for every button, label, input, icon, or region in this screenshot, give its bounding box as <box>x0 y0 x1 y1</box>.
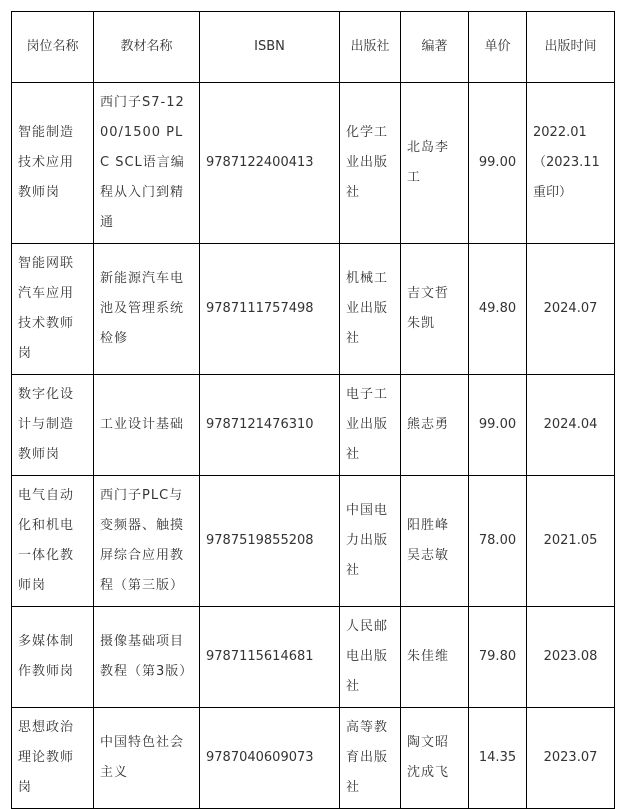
cell-isbn: 9787122400413 <box>200 83 340 244</box>
header-publisher: 出版社 <box>340 12 401 83</box>
cell-isbn: 9787040609073 <box>200 708 340 809</box>
cell-author: 北岛李工 <box>401 83 469 244</box>
header-isbn: ISBN <box>200 12 340 83</box>
cell-textbook: 西门子S7-1200/1500 PLC SCL语言编程从入门到精通 <box>94 83 200 244</box>
cell-price: 49.80 <box>469 244 527 375</box>
header-date: 出版时间 <box>527 12 615 83</box>
cell-date: 2023.08 <box>527 607 615 708</box>
cell-date: 2024.04 <box>527 375 615 476</box>
cell-price: 78.00 <box>469 476 527 607</box>
cell-textbook: 摄像基础项目教程（第3版） <box>94 607 200 708</box>
cell-isbn: 9787111757498 <box>200 244 340 375</box>
table-row <box>12 375 615 476</box>
header-author: 编著 <box>401 12 469 83</box>
table-row <box>12 607 615 708</box>
cell-isbn: 9787115614681 <box>200 607 340 708</box>
cell-position: 多媒体制作教师岗 <box>12 607 94 708</box>
cell-publisher: 中国电力出版社 <box>340 476 401 607</box>
cell-date: 2022.01（2023.11重印） <box>527 83 615 244</box>
table-row <box>12 83 615 244</box>
cell-price: 99.00 <box>469 83 527 244</box>
cell-price: 79.80 <box>469 607 527 708</box>
cell-position: 数字化设计与制造教师岗 <box>12 375 94 476</box>
cell-position: 智能网联汽车应用技术教师岗 <box>12 244 94 375</box>
cell-publisher: 电子工业出版社 <box>340 375 401 476</box>
textbook-table <box>11 11 615 809</box>
cell-publisher: 高等教育出版社 <box>340 708 401 809</box>
header-position: 岗位名称 <box>12 12 94 83</box>
table-row <box>12 244 615 375</box>
cell-publisher: 人民邮电出版社 <box>340 607 401 708</box>
cell-publisher: 机械工业出版社 <box>340 244 401 375</box>
cell-position: 智能制造技术应用教师岗 <box>12 83 94 244</box>
cell-author: 熊志勇 <box>401 375 469 476</box>
cell-author: 朱佳维 <box>401 607 469 708</box>
cell-date: 2023.07 <box>527 708 615 809</box>
cell-isbn: 9787519855208 <box>200 476 340 607</box>
cell-textbook: 中国特色社会主义 <box>94 708 200 809</box>
cell-textbook: 西门子PLC与变频器、触摸屏综合应用教程（第三版） <box>94 476 200 607</box>
cell-position: 思想政治理论教师岗 <box>12 708 94 809</box>
cell-author: 阳胜峰吴志敏 <box>401 476 469 607</box>
cell-textbook: 工业设计基础 <box>94 375 200 476</box>
header-row <box>12 12 615 83</box>
cell-textbook: 新能源汽车电池及管理系统检修 <box>94 244 200 375</box>
table-row <box>12 476 615 607</box>
table-row <box>12 708 615 809</box>
cell-position: 电气自动化和机电一体化教师岗 <box>12 476 94 607</box>
cell-author: 吉文哲朱凯 <box>401 244 469 375</box>
cell-price: 14.35 <box>469 708 527 809</box>
cell-publisher: 化学工业出版社 <box>340 83 401 244</box>
cell-date: 2024.07 <box>527 244 615 375</box>
cell-date: 2021.05 <box>527 476 615 607</box>
cell-author: 陶文昭沈成飞 <box>401 708 469 809</box>
header-price: 单价 <box>469 12 527 83</box>
cell-price: 99.00 <box>469 375 527 476</box>
cell-isbn: 9787121476310 <box>200 375 340 476</box>
header-textbook: 教材名称 <box>94 12 200 83</box>
